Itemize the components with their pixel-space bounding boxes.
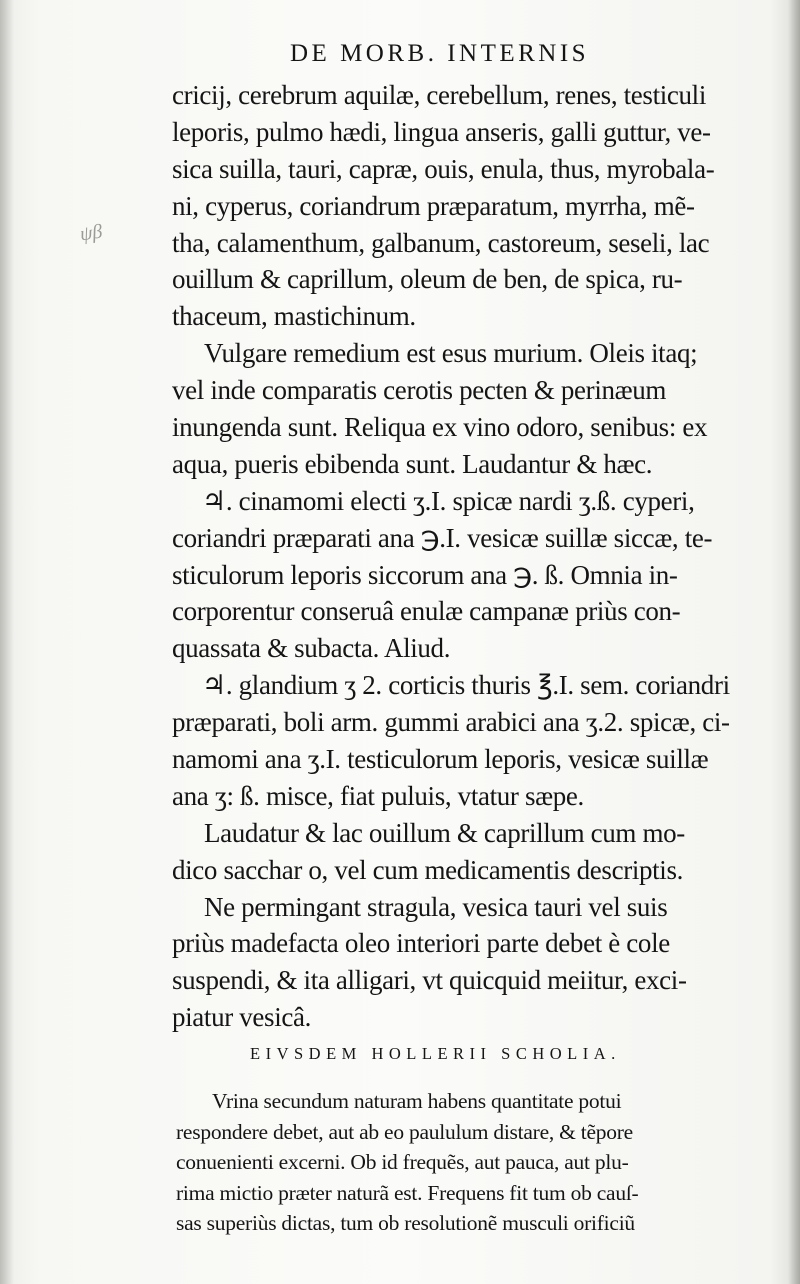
scholia-line: Vrina secundum naturam habens quantitate potui: [212, 1089, 622, 1113]
page-edge-shadow: [788, 0, 800, 1284]
scholia-line: rima mictio præter naturã est. Frequens fit tum ob cauſ-: [176, 1180, 639, 1205]
paragraph-start-line: Ne permingant stragula, vesica tauri vel suis: [204, 891, 668, 922]
text-line: sticulorum leporis siccorum ana ℈. ß. Omnia in-: [172, 559, 678, 590]
text-line: aqua, pueris ebibenda sunt. Laudantur & hæc.: [172, 448, 653, 479]
paragraph-start-line: Laudatur & lac ouillum & caprillum cum mo-: [204, 817, 685, 848]
text-line: tha, calamenthum, galbanum, castoreum, seseli, lac: [172, 227, 710, 258]
paragraph-start-line: Vulgare remedium est esus murium. Oleis itaq;: [204, 338, 698, 369]
text-line: inungenda sunt. Reliqua ex vino odoro, senibus: ex: [172, 412, 708, 443]
margin-annotation: ψβ: [78, 220, 104, 246]
text-line: cricij, cerebrum aquilæ, cerebellum, renes, testiculi: [172, 80, 706, 110]
scholia-line: sas superiùs dictas, tum ob resolutionẽ musculi orificiũ: [176, 1211, 635, 1235]
text-line: dico sacchar o, vel cum medicamentis descriptis.: [172, 854, 684, 885]
recipe-start-line: ♃. glandium ʒ 2. corticis thuris ℥.I. sem. coriandri: [202, 670, 730, 701]
text-line: suspendi, & ita alligari, vt quicquid meiitur, exci-: [172, 965, 687, 996]
text-line: coriandri præparati ana ℈.I. vesicæ suillæ siccæ, te-: [172, 522, 713, 553]
text-line: piatur vesicâ.: [172, 1002, 312, 1033]
text-line: ana ʒ: ß. misce, fiat puluis, vtatur sæpe.: [172, 780, 584, 811]
running-head: DE MORB. INTERNIS: [290, 40, 590, 67]
scholia-line: respondere debet, aut ab eo paululum distare, & tẽpore: [176, 1119, 633, 1144]
text-line: vel inde comparatis cerotis pecten & perinæum: [172, 375, 667, 406]
main-text: [172, 77, 762, 1036]
scholia-heading: EIVSDEM HOLLERII SCHOLIA.: [250, 1044, 621, 1063]
recipe-start-line: ♃. cinamomi electi ʒ.I. spicæ nardi ʒ.ß. cyperi,: [202, 485, 695, 516]
text-line: præparati, boli arm. gummi arabici ana ʒ.2. spicæ, ci-: [172, 707, 730, 738]
text-line: ouillum & caprillum, oleum de ben, de spica, ru-: [172, 264, 683, 295]
text-line: quassata & subacta. Aliud.: [172, 633, 451, 664]
text-line: thaceum, mastichinum.: [172, 301, 416, 332]
text-line: sica suilla, tauri, capræ, ouis, enula, thus, myrobala-: [172, 153, 715, 184]
gutter-shadow: [0, 0, 14, 1284]
text-line: ni, cyperus, coriandrum præparatum, myrrha, mẽ-: [172, 190, 695, 221]
text-line: priùs madefacta oleo interiori parte debet è cole: [172, 928, 670, 959]
scholia-line: conuenienti excerni. Ob id frequẽs, aut pauca, aut plu-: [176, 1150, 629, 1174]
text-line: leporis, pulmo hædi, lingua anseris, galli guttur, ve-: [172, 116, 711, 147]
text-line: namomi ana ʒ.I. testiculorum leporis, vesicæ suillæ: [172, 744, 709, 775]
scholia-text: [176, 1086, 766, 1239]
text-line: corporentur conseruâ enulæ campanæ priùs con-: [172, 596, 681, 627]
